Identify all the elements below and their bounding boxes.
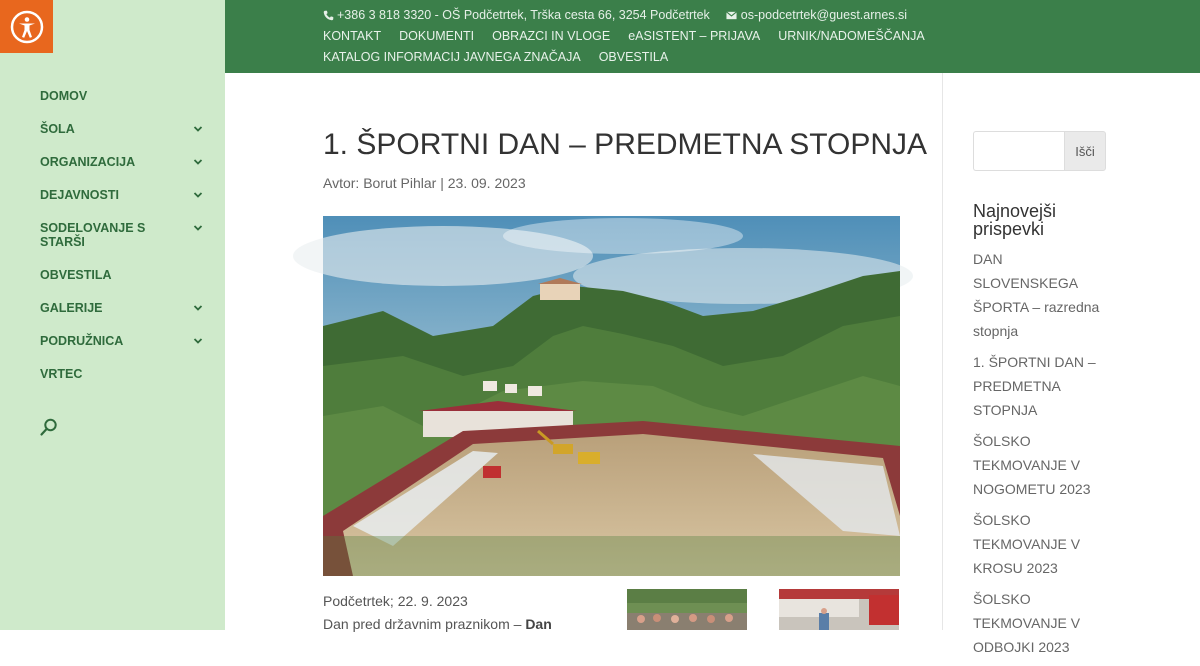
chevron-down-icon[interactable] (191, 301, 205, 315)
phone-address: +386 3 818 3320 - OŠ Podčetrtek, Trška cesta 66, 3254 Podčetrtek (337, 8, 710, 22)
chevron-down-icon[interactable] (191, 122, 205, 136)
chevron-down-icon[interactable] (191, 221, 205, 235)
nav-item-label: GALERIJE (40, 301, 103, 315)
nav-item[interactable] (40, 188, 205, 202)
search-button[interactable]: Išči (1064, 131, 1106, 171)
nav-item-label: DOMOV (40, 89, 88, 103)
recent-post-link[interactable]: ŠOLSKO TEKMOVANJE V ODBOJKI 2023 (973, 591, 1081, 655)
top-menu-item[interactable]: OBRAZCI IN VLOGE (492, 29, 611, 43)
nav-item[interactable] (40, 221, 205, 249)
featured-image (323, 216, 900, 576)
post-meta: Avtor: Borut Pihlar | 23. 09. 2023 (323, 175, 526, 191)
top-menu-row-2 (323, 50, 686, 64)
nav-item[interactable] (40, 89, 205, 103)
post-body-text: Dan pred državnim praznikom – (323, 616, 526, 632)
top-menu-item[interactable]: KATALOG INFORMACIJ JAVNEGA ZNAČAJA (323, 50, 581, 64)
nav-item-label: OBVESTILA (40, 268, 112, 282)
recent-post-link[interactable]: 1. ŠPORTNI DAN – PREDMETNA STOPNJA (973, 354, 1096, 418)
nav-item[interactable] (40, 334, 205, 348)
top-menu-item[interactable]: DOKUMENTI (399, 29, 475, 43)
accessibility-icon (10, 10, 44, 44)
left-sidebar (0, 0, 225, 630)
contact-info (323, 8, 907, 22)
nav-item-label: ŠOLA (40, 122, 75, 136)
recent-post-link[interactable]: DAN SLOVENSKEGA ŠPORTA – razredna stopnja (973, 251, 1100, 339)
sidebar-divider (942, 73, 943, 630)
top-bar (225, 0, 1200, 73)
email-text: os-podcetrtek@guest.arnes.si (740, 8, 908, 22)
top-menu-item[interactable]: eASISTENT – PRIJAVA (628, 29, 761, 43)
post-body-bold: Dan (525, 616, 552, 632)
search-input[interactable] (973, 131, 1065, 171)
nav-item-label: PODRUŽNICA (40, 334, 124, 348)
nav-item-label: DEJAVNOSTI (40, 188, 119, 202)
nav-item[interactable] (40, 122, 205, 136)
top-menu-item[interactable]: KONTAKT (323, 29, 382, 43)
search-icon[interactable] (40, 418, 58, 436)
mail-icon (726, 10, 737, 21)
phone-icon (323, 10, 334, 21)
accessibility-button[interactable] (0, 0, 53, 53)
nav-item-label: VRTEC (40, 367, 83, 381)
chevron-down-icon[interactable] (191, 188, 205, 202)
top-menu-item[interactable]: URNIK/NADOMEŠČANJA (778, 29, 925, 43)
nav-item-label: ORGANIZACIJA (40, 155, 136, 169)
nav-item[interactable] (40, 155, 205, 169)
post-dateline: Podčetrtek; 22. 9. 2023 (323, 593, 468, 609)
chevron-down-icon[interactable] (191, 334, 205, 348)
chevron-down-icon[interactable] (191, 155, 205, 169)
recent-post-link[interactable]: ŠOLSKO TEKMOVANJE V NOGOMETU 2023 (973, 433, 1091, 497)
gallery-thumbnail[interactable] (779, 589, 899, 630)
nav-item-label: SODELOVANJE S STARŠI (40, 221, 146, 249)
post-title: 1. ŠPORTNI DAN – PREDMETNA STOPNJA (323, 128, 928, 161)
recent-posts-list (973, 247, 1108, 666)
top-menu-item[interactable]: OBVESTILA (598, 50, 669, 64)
post-body (323, 616, 552, 632)
recent-post-link[interactable]: ŠOLSKO TEKMOVANJE V KROSU 2023 (973, 512, 1081, 576)
gallery-thumbnail[interactable] (627, 589, 747, 630)
recent-posts-title: Najnovejši prispevki (973, 201, 1057, 239)
email-link[interactable] (726, 8, 907, 22)
nav-item[interactable] (40, 268, 205, 282)
nav-item[interactable] (40, 367, 205, 381)
nav-item[interactable] (40, 301, 205, 315)
top-menu-row-1 (323, 29, 943, 43)
